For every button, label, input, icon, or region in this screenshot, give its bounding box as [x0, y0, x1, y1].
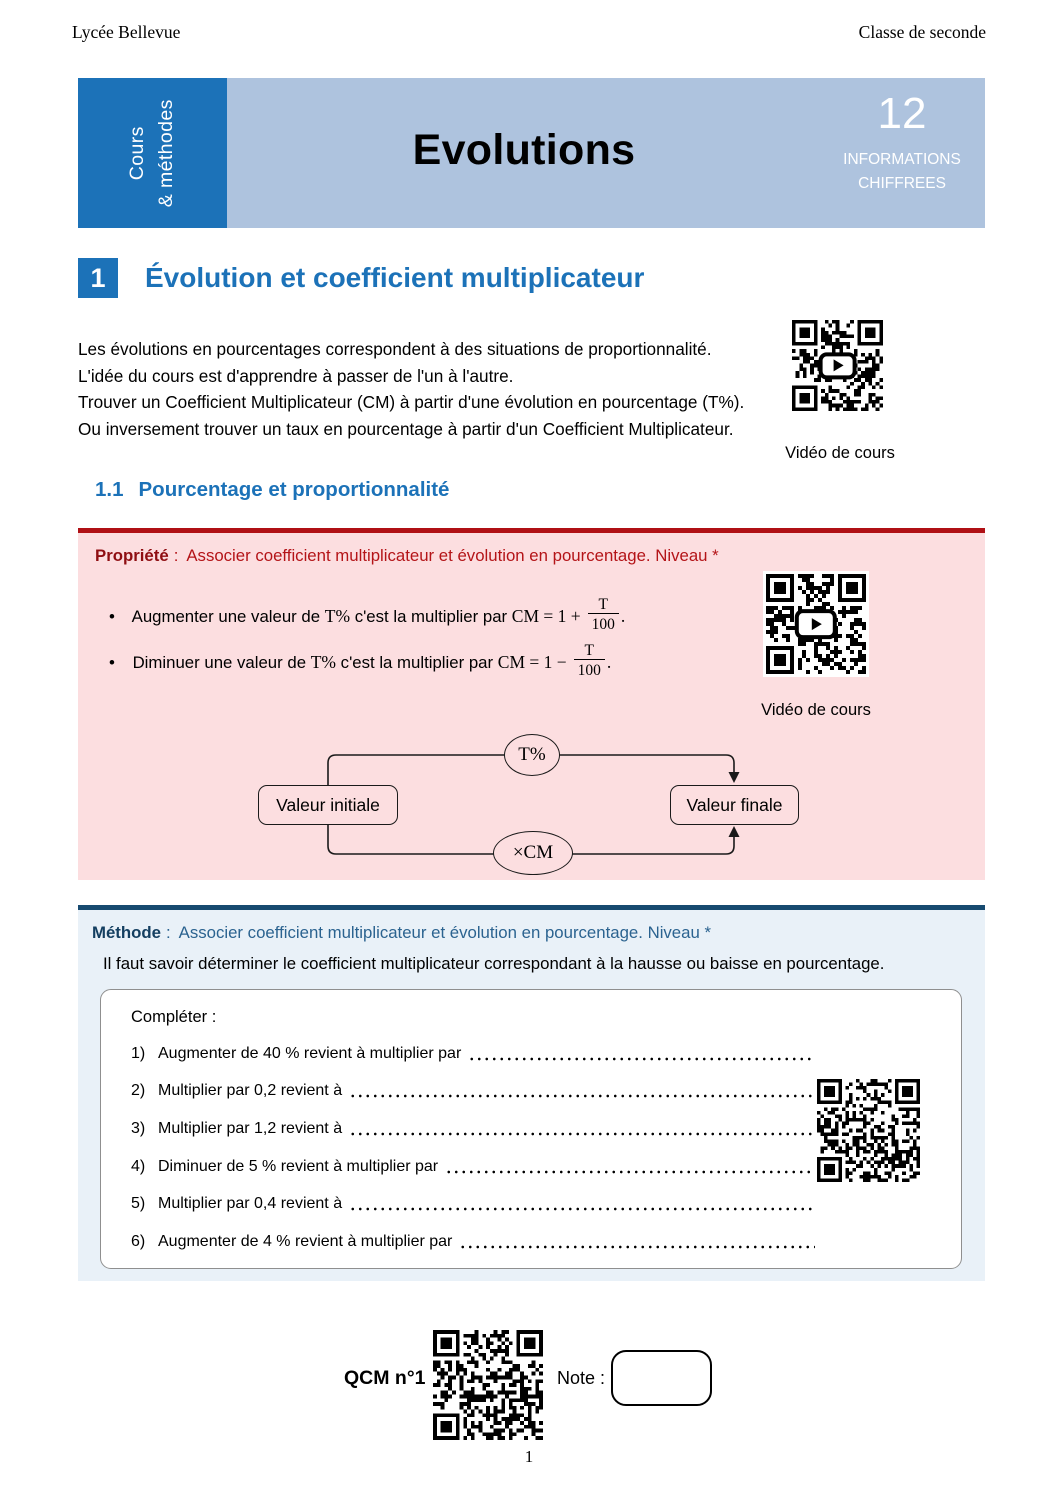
- item-number: 3): [131, 1119, 146, 1137]
- qr-code-video-course-1: [789, 317, 886, 414]
- item-text: Multiplier par 1,2 revient à: [158, 1119, 343, 1137]
- dotted-answer-line: [459, 1245, 815, 1249]
- bullet-text: Augmenter une valeur de: [131, 607, 325, 626]
- video-caption: Vidéo de cours: [785, 444, 895, 462]
- subsection-title: Pourcentage et proportionnalité: [138, 478, 450, 501]
- chapter-subtitle: [821, 148, 983, 198]
- note-label: Note :: [557, 1368, 606, 1388]
- intro-line: Trouver un Coefficient Multiplicateur (CM) à partir d'une évolution en pourcentage (T%).: [78, 392, 745, 413]
- youtube-play-icon: [795, 609, 837, 639]
- bullet-end: .: [620, 606, 626, 626]
- item-text: Augmenter de 4 % revient à multiplier par: [158, 1232, 453, 1250]
- property-header: [95, 546, 719, 566]
- colon: :: [173, 546, 179, 565]
- fraction-numerator: T: [598, 595, 608, 613]
- exercise-item: [131, 1223, 815, 1261]
- intro-line: L'idée du cours est d'apprendre à passer de l'un à l'autre.: [78, 365, 514, 386]
- diagram-box-final-value: Valeur finale: [670, 785, 799, 825]
- header-school: Lycée Bellevue: [72, 22, 181, 42]
- banner-main: [227, 78, 985, 228]
- intro-line: Les évolutions en pourcentages correspondent à des situations de proportionnalité.: [78, 339, 712, 359]
- property-bullet-1: [109, 593, 625, 640]
- property-box: [78, 528, 985, 880]
- chapter-subtitle-line2: CHIFFREES: [858, 175, 946, 193]
- math-t-percent: T%: [310, 652, 337, 672]
- item-text: Augmenter de 40 % revient à multiplier par: [158, 1044, 462, 1062]
- fraction-denominator: 100: [574, 659, 605, 681]
- intro-paragraph: [78, 336, 778, 442]
- qr-pattern: [433, 1330, 543, 1440]
- note-entry-box: [611, 1350, 712, 1406]
- header-class: Classe de seconde: [858, 22, 986, 42]
- property-description: Associer coefficient multiplicateur et évolution en pourcentage. Niveau *: [186, 546, 719, 565]
- chapter-banner: [78, 78, 985, 228]
- fraction: [574, 642, 605, 682]
- dotted-answer-line: [349, 1132, 815, 1136]
- qr-code-video-course-2: [763, 571, 869, 677]
- diagram-box-initial-value: Valeur initiale: [258, 785, 398, 825]
- dotted-answer-line: [468, 1057, 815, 1061]
- fraction-numerator: T: [584, 641, 594, 659]
- method-description: Associer coefficient multiplicateur et évolution en pourcentage. Niveau *: [178, 923, 712, 942]
- item-number: 4): [131, 1157, 146, 1175]
- section-number-badge: 1: [78, 258, 118, 298]
- banner-side-tab: [78, 78, 227, 228]
- item-number: 2): [131, 1082, 146, 1100]
- page-number: 1: [524, 1447, 534, 1466]
- section-heading: [78, 258, 644, 298]
- youtube-play-icon: [818, 352, 857, 379]
- banner-side-line2: & méthodes: [155, 98, 178, 208]
- bullet-text: c'est la multiplier par: [336, 653, 498, 672]
- play-triangle-icon: [812, 618, 822, 630]
- math-cm-formula: CM = 1 −: [497, 652, 567, 672]
- item-text: Multiplier par 0,4 revient à: [158, 1195, 343, 1213]
- method-header: [92, 923, 711, 943]
- dotted-answer-line: [445, 1170, 815, 1174]
- subsection-heading: [95, 478, 449, 502]
- chapter-title: Evolutions: [412, 126, 636, 174]
- item-number: 5): [131, 1195, 146, 1213]
- qr-code-qcm: [430, 1327, 546, 1443]
- item-number: 1): [131, 1044, 146, 1062]
- fraction: [588, 596, 619, 636]
- exercise-item: [131, 1035, 815, 1073]
- math-t-percent: T%: [324, 606, 351, 626]
- qcm-label: QCM n°1: [344, 1367, 426, 1389]
- qr-pattern: [817, 1079, 920, 1182]
- item-text: Multiplier par 0,2 revient à: [158, 1082, 343, 1100]
- subsection-number: 1.1: [95, 478, 124, 501]
- bullet-text: Diminuer une valeur de: [132, 653, 311, 672]
- item-number: 6): [131, 1232, 146, 1250]
- exercise-item: [131, 1073, 815, 1111]
- diagram-ellipse-t-percent: T%: [504, 734, 560, 776]
- method-label: Méthode: [92, 923, 161, 942]
- chapter-number-block: [821, 89, 983, 197]
- property-bullet-2: [109, 639, 611, 686]
- exercise-items: [131, 1035, 815, 1261]
- intro-line: Ou inversement trouver un taux en pourcentage à partir d'un Coefficient Multiplicateur.: [78, 418, 734, 439]
- exercise-title: Compléter :: [131, 1008, 217, 1026]
- exercise-item: [131, 1110, 815, 1148]
- chapter-number: 12: [877, 89, 927, 138]
- banner-side-line1: Cours: [126, 125, 149, 181]
- banner-side-label: [123, 99, 182, 207]
- evolution-diagram: [78, 729, 985, 885]
- exercise-item: [131, 1185, 815, 1223]
- fraction-denominator: 100: [588, 613, 619, 635]
- bullet-text: c'est la multiplier par: [350, 607, 512, 626]
- video-caption: Vidéo de cours: [761, 701, 871, 719]
- exercise-item: [131, 1148, 815, 1186]
- method-subtitle: Il faut savoir déterminer le coefficient multiplicateur correspondant à la hausse ou baisse en pourcentage.: [103, 954, 885, 973]
- chapter-subtitle-line1: INFORMATIONS: [843, 150, 961, 168]
- arrowhead-up-icon: [729, 826, 740, 837]
- qr-code-exercise: [814, 1076, 923, 1185]
- bullet-end: .: [606, 652, 612, 672]
- play-triangle-icon: [833, 360, 843, 372]
- item-text: Diminuer de 5 % revient à multiplier par: [158, 1157, 439, 1175]
- arrowhead-down-icon: [729, 772, 740, 783]
- math-cm-formula: CM = 1 +: [511, 606, 581, 626]
- section-title: Évolution et coefficient multiplicateur: [145, 262, 645, 293]
- property-label: Propriété: [95, 546, 169, 565]
- diagram-ellipse-times-cm: ×CM: [493, 831, 573, 875]
- method-box: [78, 905, 985, 1281]
- dotted-answer-line: [349, 1094, 815, 1098]
- dotted-answer-line: [349, 1207, 815, 1211]
- colon: :: [166, 923, 171, 942]
